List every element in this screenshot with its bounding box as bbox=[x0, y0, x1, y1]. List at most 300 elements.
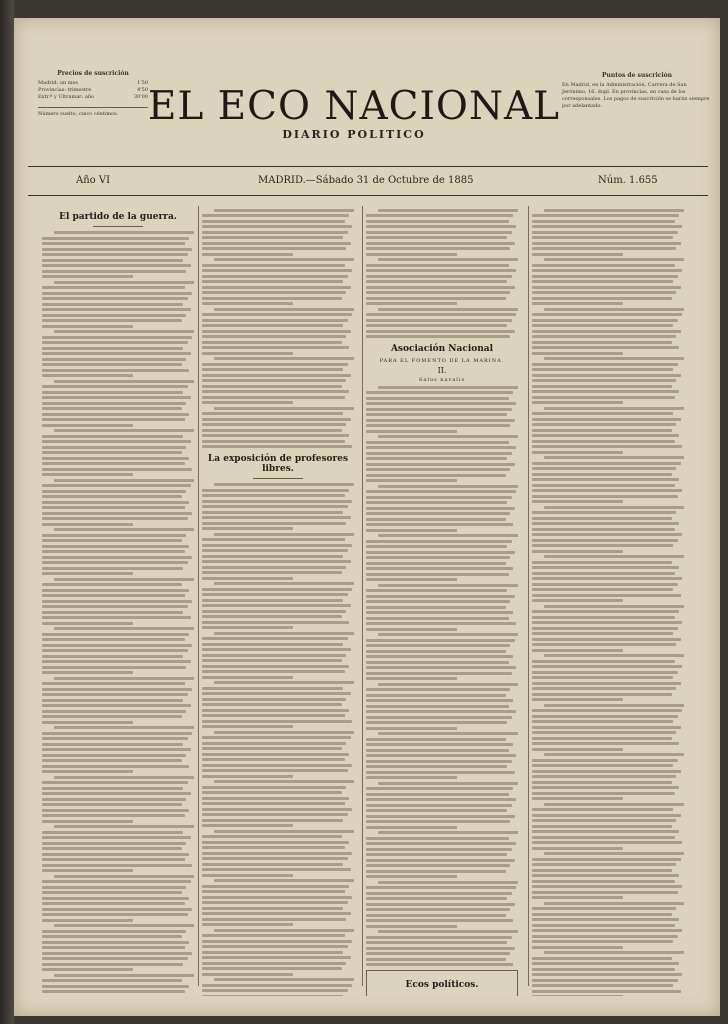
text-line bbox=[42, 550, 185, 553]
text-line bbox=[202, 275, 348, 278]
text-line bbox=[532, 352, 623, 355]
text-line bbox=[42, 682, 185, 685]
text-line bbox=[42, 886, 186, 889]
text-line bbox=[532, 775, 676, 778]
text-line bbox=[366, 672, 512, 675]
text-line bbox=[42, 407, 182, 410]
text-line bbox=[532, 561, 672, 564]
text-line bbox=[532, 891, 678, 894]
text-line bbox=[42, 787, 183, 790]
text-line bbox=[42, 671, 133, 674]
text-line bbox=[366, 523, 513, 526]
newspaper-title: EL ECO NACIONAL bbox=[147, 84, 561, 129]
text-line bbox=[366, 474, 506, 477]
text-line bbox=[366, 264, 509, 267]
text-line bbox=[532, 770, 681, 773]
text-line bbox=[366, 820, 510, 823]
text-line bbox=[366, 562, 506, 565]
text-line bbox=[532, 836, 675, 839]
text-line bbox=[202, 758, 345, 761]
text-line bbox=[366, 919, 513, 922]
text-line bbox=[202, 626, 293, 629]
text-line bbox=[42, 858, 185, 861]
text-line bbox=[202, 297, 342, 300]
text-line bbox=[42, 699, 183, 702]
text-line bbox=[42, 781, 188, 784]
text-line bbox=[366, 242, 515, 245]
text-line bbox=[532, 379, 676, 382]
text-line bbox=[54, 281, 194, 284]
text-line bbox=[532, 918, 679, 921]
text-line bbox=[366, 540, 512, 543]
text-line bbox=[202, 973, 293, 976]
subscription-prices-box bbox=[38, 70, 148, 118]
text-line bbox=[532, 781, 672, 784]
text-line bbox=[202, 242, 351, 245]
text-line bbox=[214, 258, 354, 261]
text-line bbox=[532, 445, 682, 448]
text-line bbox=[202, 390, 349, 393]
text-line bbox=[378, 534, 518, 537]
text-line bbox=[532, 660, 675, 663]
text-line bbox=[42, 957, 188, 960]
text-line bbox=[202, 676, 293, 679]
text-line bbox=[532, 632, 673, 635]
text-line bbox=[202, 967, 342, 970]
text-line bbox=[532, 968, 675, 971]
text-line bbox=[202, 291, 346, 294]
text-line bbox=[202, 236, 343, 239]
text-line bbox=[366, 705, 509, 708]
text-line bbox=[42, 605, 188, 608]
text-line bbox=[202, 951, 343, 954]
text-line bbox=[366, 958, 506, 961]
text-line bbox=[42, 803, 182, 806]
text-line bbox=[42, 809, 189, 812]
text-line bbox=[202, 769, 348, 772]
text-line bbox=[42, 297, 188, 300]
section-box bbox=[366, 970, 518, 996]
text-line bbox=[202, 621, 349, 624]
text-line bbox=[366, 275, 512, 278]
column-1 bbox=[42, 206, 194, 996]
text-line bbox=[366, 738, 506, 741]
text-line bbox=[42, 490, 186, 493]
text-line bbox=[202, 363, 348, 366]
text-line bbox=[366, 236, 507, 239]
text-line bbox=[54, 974, 194, 977]
text-line bbox=[366, 650, 506, 653]
text-line bbox=[202, 379, 346, 382]
text-line bbox=[42, 644, 192, 647]
text-line bbox=[42, 457, 189, 460]
text-line bbox=[202, 841, 349, 844]
text-line bbox=[532, 885, 682, 888]
text-line bbox=[532, 907, 676, 910]
text-line bbox=[202, 560, 351, 563]
text-line bbox=[42, 303, 183, 306]
text-line bbox=[202, 253, 293, 256]
text-line bbox=[532, 896, 623, 899]
text-line bbox=[42, 248, 192, 251]
text-line bbox=[42, 754, 186, 757]
text-line bbox=[202, 956, 351, 959]
text-line bbox=[366, 804, 512, 807]
text-line bbox=[202, 335, 346, 338]
text-line bbox=[366, 457, 507, 460]
text-line bbox=[214, 407, 354, 410]
text-line bbox=[202, 368, 343, 371]
text-line bbox=[532, 225, 682, 228]
text-line bbox=[42, 424, 133, 427]
text-line bbox=[202, 445, 352, 448]
text-line bbox=[202, 907, 343, 910]
text-line bbox=[54, 875, 194, 878]
text-line bbox=[532, 214, 679, 217]
text-line bbox=[42, 979, 182, 982]
text-line bbox=[532, 676, 673, 679]
text-line bbox=[42, 880, 191, 883]
text-line bbox=[532, 368, 673, 371]
price-value: 30'00 bbox=[133, 94, 148, 100]
text-line bbox=[42, 633, 189, 636]
text-line bbox=[42, 798, 186, 801]
text-line bbox=[214, 681, 354, 684]
text-line bbox=[532, 913, 672, 916]
text-line bbox=[366, 639, 515, 642]
text-line bbox=[42, 688, 192, 691]
text-line bbox=[42, 319, 182, 322]
text-line bbox=[366, 578, 457, 581]
text-line bbox=[202, 874, 293, 877]
text-line bbox=[202, 665, 349, 668]
text-line bbox=[532, 814, 681, 817]
text-line bbox=[202, 352, 293, 355]
text-line bbox=[532, 874, 679, 877]
text-line bbox=[366, 628, 457, 631]
text-line bbox=[378, 308, 518, 311]
text-line bbox=[42, 721, 133, 724]
text-line bbox=[202, 374, 351, 377]
text-line bbox=[366, 952, 510, 955]
text-line bbox=[532, 880, 675, 883]
text-line bbox=[42, 737, 188, 740]
article-body bbox=[202, 483, 354, 996]
text-line bbox=[366, 727, 457, 730]
text-line bbox=[202, 401, 293, 404]
text-line bbox=[42, 440, 191, 443]
text-line bbox=[366, 556, 510, 559]
text-line bbox=[532, 665, 682, 668]
text-line bbox=[202, 549, 348, 552]
text-line bbox=[366, 551, 515, 554]
text-line bbox=[202, 802, 345, 805]
text-line bbox=[532, 671, 678, 674]
price-row bbox=[38, 94, 148, 101]
text-line bbox=[42, 545, 189, 548]
text-line bbox=[42, 968, 133, 971]
text-line bbox=[42, 286, 185, 289]
text-line bbox=[202, 885, 349, 888]
text-line bbox=[532, 731, 676, 734]
price-label: Madrid: un mes bbox=[38, 80, 79, 86]
text-line bbox=[532, 522, 679, 525]
text-line bbox=[42, 666, 186, 669]
newspaper-page bbox=[14, 18, 720, 1016]
text-line bbox=[366, 941, 507, 944]
text-line bbox=[202, 593, 348, 596]
text-line bbox=[202, 599, 343, 602]
text-line bbox=[532, 511, 676, 514]
text-line bbox=[532, 682, 681, 685]
text-line bbox=[366, 892, 512, 895]
text-line bbox=[42, 594, 185, 597]
article-body bbox=[42, 231, 194, 996]
text-line bbox=[366, 408, 512, 411]
text-line bbox=[214, 483, 354, 486]
text-line bbox=[42, 908, 192, 911]
issue-number: Núm. 1.655 bbox=[598, 175, 658, 186]
text-line bbox=[366, 567, 513, 570]
text-line bbox=[532, 374, 681, 377]
text-line bbox=[532, 220, 675, 223]
text-line bbox=[366, 837, 509, 840]
text-line bbox=[42, 891, 182, 894]
text-line bbox=[42, 264, 191, 267]
text-line bbox=[366, 886, 516, 889]
text-line bbox=[532, 599, 623, 602]
text-line bbox=[42, 517, 188, 520]
text-line bbox=[42, 468, 192, 471]
text-line bbox=[54, 429, 194, 432]
text-line bbox=[532, 500, 623, 503]
text-line bbox=[42, 451, 182, 454]
text-line bbox=[202, 330, 351, 333]
text-line bbox=[366, 875, 457, 878]
text-line bbox=[202, 500, 352, 503]
text-line bbox=[532, 858, 681, 861]
text-line bbox=[54, 627, 194, 630]
text-line bbox=[366, 655, 513, 658]
text-line bbox=[532, 621, 682, 624]
text-line bbox=[42, 242, 185, 245]
text-line bbox=[42, 352, 191, 355]
text-line bbox=[532, 484, 675, 487]
text-line bbox=[42, 820, 133, 823]
text-line bbox=[366, 225, 516, 228]
text-line bbox=[544, 951, 684, 954]
text-line bbox=[202, 654, 346, 657]
text-line bbox=[202, 670, 345, 673]
text-line bbox=[202, 341, 342, 344]
text-line bbox=[366, 842, 516, 845]
text-line bbox=[202, 989, 348, 992]
text-line bbox=[42, 358, 186, 361]
text-line bbox=[202, 901, 348, 904]
text-line bbox=[366, 468, 510, 471]
text-line bbox=[544, 753, 684, 756]
article-heading: El partido de la guerra. bbox=[59, 212, 177, 222]
text-line bbox=[202, 835, 342, 838]
text-line bbox=[202, 313, 352, 316]
text-line bbox=[532, 748, 623, 751]
text-line bbox=[366, 947, 515, 950]
text-line bbox=[202, 566, 346, 569]
text-line bbox=[42, 369, 189, 372]
text-line bbox=[42, 985, 189, 988]
text-line bbox=[366, 798, 516, 801]
text-line bbox=[532, 495, 678, 498]
text-line bbox=[42, 600, 192, 603]
text-line bbox=[42, 418, 185, 421]
text-line bbox=[214, 632, 354, 635]
masthead bbox=[14, 18, 720, 148]
book-binding bbox=[0, 0, 14, 1024]
text-line bbox=[532, 957, 672, 960]
text-line bbox=[42, 484, 191, 487]
text-line bbox=[42, 446, 186, 449]
text-line bbox=[202, 912, 351, 915]
text-line bbox=[366, 490, 516, 493]
text-line bbox=[214, 308, 354, 311]
text-line bbox=[532, 319, 678, 322]
text-line bbox=[42, 853, 189, 856]
text-line bbox=[202, 555, 343, 558]
text-line bbox=[378, 386, 518, 389]
text-line bbox=[366, 302, 457, 305]
text-line bbox=[366, 853, 507, 856]
text-line bbox=[202, 819, 343, 822]
text-line bbox=[42, 567, 183, 570]
price-row bbox=[38, 80, 148, 87]
text-line bbox=[366, 826, 457, 829]
text-line bbox=[366, 507, 515, 510]
text-line bbox=[42, 435, 183, 438]
text-line bbox=[42, 501, 189, 504]
text-line bbox=[366, 529, 457, 532]
text-line bbox=[214, 780, 354, 783]
text-line bbox=[532, 418, 681, 421]
text-line bbox=[202, 890, 345, 893]
subscription-points-box bbox=[562, 72, 712, 110]
text-line bbox=[42, 638, 185, 641]
text-line bbox=[42, 622, 133, 625]
text-line bbox=[202, 637, 348, 640]
text-line bbox=[42, 391, 183, 394]
text-line bbox=[202, 868, 351, 871]
text-line bbox=[42, 253, 188, 256]
text-line bbox=[532, 451, 623, 454]
text-line bbox=[42, 292, 192, 295]
text-line bbox=[42, 704, 191, 707]
text-line bbox=[366, 463, 515, 466]
text-line bbox=[366, 424, 510, 427]
text-line bbox=[54, 924, 194, 927]
text-line bbox=[42, 930, 186, 933]
text-line bbox=[202, 824, 293, 827]
text-line bbox=[202, 896, 352, 899]
issue-date: MADRID.—Sábado 31 de Octubre de 1885 bbox=[258, 175, 474, 186]
text-line bbox=[532, 979, 678, 982]
text-line bbox=[532, 335, 676, 338]
text-line bbox=[42, 660, 191, 663]
text-line bbox=[54, 825, 194, 828]
price-value: 4'50 bbox=[137, 87, 148, 93]
text-line bbox=[42, 259, 183, 262]
text-line bbox=[202, 753, 349, 756]
text-line bbox=[532, 693, 672, 696]
text-line bbox=[202, 302, 293, 305]
text-line bbox=[366, 573, 509, 576]
text-line bbox=[42, 314, 186, 317]
text-line bbox=[544, 902, 684, 905]
text-line bbox=[378, 930, 518, 933]
text-line bbox=[42, 616, 191, 619]
text-line bbox=[544, 456, 684, 459]
text-line bbox=[366, 430, 457, 433]
text-line bbox=[202, 709, 349, 712]
heading-divider bbox=[93, 226, 143, 227]
text-line bbox=[532, 528, 675, 531]
text-line bbox=[532, 935, 678, 938]
text-line bbox=[214, 582, 354, 585]
text-line bbox=[42, 963, 183, 966]
text-line bbox=[202, 220, 345, 223]
text-line bbox=[532, 720, 673, 723]
text-line bbox=[532, 429, 672, 432]
text-line bbox=[366, 908, 510, 911]
text-line bbox=[378, 435, 518, 438]
text-line bbox=[214, 357, 354, 360]
text-line bbox=[532, 280, 673, 283]
text-line bbox=[366, 721, 507, 724]
text-line bbox=[532, 533, 682, 536]
text-line bbox=[366, 903, 515, 906]
text-line bbox=[532, 742, 679, 745]
article-heading: Asociación Nacional bbox=[390, 344, 494, 354]
text-line bbox=[202, 945, 348, 948]
text-line bbox=[202, 385, 342, 388]
text-line bbox=[366, 402, 516, 405]
column-4 bbox=[532, 206, 684, 996]
text-line bbox=[366, 622, 516, 625]
text-line bbox=[42, 913, 188, 916]
text-line bbox=[532, 401, 623, 404]
text-line bbox=[366, 914, 506, 917]
dateline-bar bbox=[28, 166, 708, 196]
points-text: En Madrid, en la Administración, Carrera de San Jerónimo, 16, dupl. En provincias, en casa de los corresponsales. Los pagos de suscrición se harán siempre por adelantado. bbox=[562, 82, 710, 109]
text-line bbox=[42, 732, 192, 735]
text-line bbox=[42, 952, 192, 955]
text-line bbox=[202, 747, 342, 750]
text-line bbox=[366, 815, 515, 818]
text-line bbox=[366, 330, 515, 333]
text-line bbox=[366, 518, 506, 521]
text-line bbox=[366, 324, 507, 327]
text-line bbox=[532, 242, 681, 245]
text-line bbox=[532, 638, 681, 641]
article-subheading: PARA EL FOMENTO DE LA MARINA. bbox=[379, 358, 505, 364]
text-line bbox=[54, 479, 194, 482]
text-line bbox=[42, 325, 133, 328]
text-line bbox=[366, 749, 509, 752]
text-line bbox=[202, 429, 342, 432]
text-line bbox=[42, 308, 191, 311]
text-line bbox=[544, 605, 684, 608]
text-line bbox=[54, 776, 194, 779]
text-line bbox=[42, 743, 183, 746]
text-line bbox=[202, 346, 349, 349]
